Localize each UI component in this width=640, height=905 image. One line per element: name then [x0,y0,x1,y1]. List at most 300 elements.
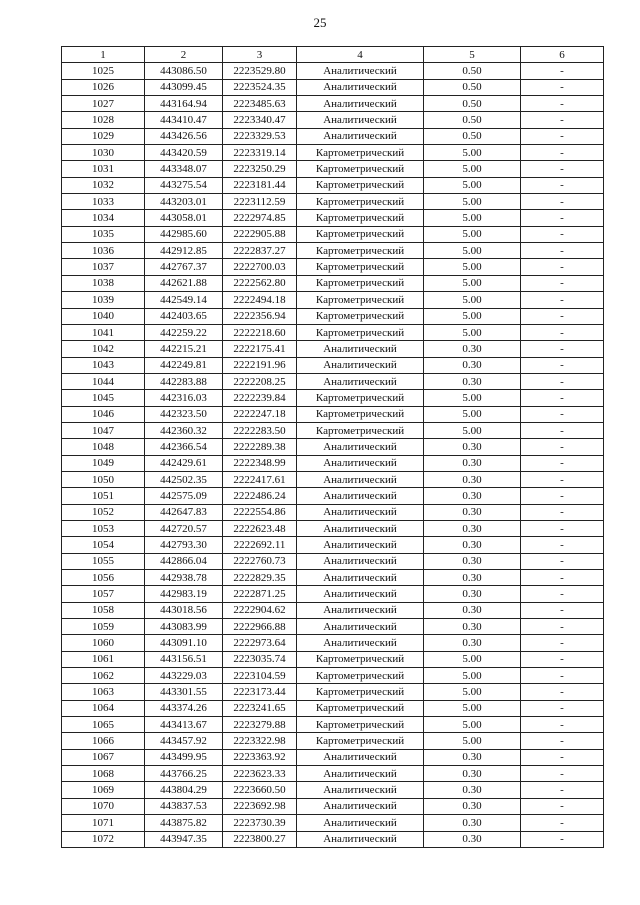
accuracy-cell: 5.00 [424,145,521,161]
table-row [62,406,604,422]
y-coordinate-cell: 2223279.88 [223,717,297,733]
table-row [62,635,604,651]
method-cell: Картометрический [297,194,424,210]
y-coordinate-cell: 2222175.41 [223,341,297,357]
accuracy-cell: 5.00 [424,259,521,275]
y-coordinate-cell: 2223181.44 [223,177,297,193]
accuracy-cell: 5.00 [424,161,521,177]
point-number-cell: 1030 [62,145,145,161]
point-number-cell: 1047 [62,422,145,438]
method-cell: Аналитический [297,635,424,651]
description-cell: - [521,766,604,782]
x-coordinate-cell: 442720.57 [145,520,223,536]
method-cell: Картометрический [297,308,424,324]
point-number-cell: 1040 [62,308,145,324]
accuracy-cell: 5.00 [424,243,521,259]
description-cell: - [521,602,604,618]
description-cell: - [521,684,604,700]
description-cell: - [521,635,604,651]
accuracy-cell: 0.30 [424,373,521,389]
y-coordinate-cell: 2222905.88 [223,226,297,242]
accuracy-cell: 0.30 [424,439,521,455]
x-coordinate-cell: 442403.65 [145,308,223,324]
method-cell: Картометрический [297,226,424,242]
y-coordinate-cell: 2223800.27 [223,831,297,847]
point-number-cell: 1027 [62,96,145,112]
y-coordinate-cell: 2222239.84 [223,390,297,406]
x-coordinate-cell: 442938.78 [145,570,223,586]
method-cell: Картометрический [297,700,424,716]
accuracy-cell: 0.30 [424,782,521,798]
accuracy-cell: 5.00 [424,292,521,308]
description-cell: - [521,553,604,569]
accuracy-cell: 5.00 [424,406,521,422]
method-cell: Аналитический [297,749,424,765]
description-cell: - [521,63,604,79]
x-coordinate-cell: 443426.56 [145,128,223,144]
x-coordinate-cell: 443156.51 [145,651,223,667]
description-cell: - [521,504,604,520]
table-row [62,831,604,847]
method-cell: Картометрический [297,684,424,700]
table-row [62,537,604,553]
table-row [62,766,604,782]
table-body [62,63,604,848]
accuracy-cell: 0.50 [424,63,521,79]
table-row [62,798,604,814]
description-cell: - [521,586,604,602]
accuracy-cell: 5.00 [424,177,521,193]
description-cell: - [521,520,604,536]
description-cell: - [521,79,604,95]
x-coordinate-cell: 443410.47 [145,112,223,128]
description-cell: - [521,161,604,177]
y-coordinate-cell: 2222871.25 [223,586,297,602]
accuracy-cell: 0.30 [424,520,521,536]
x-coordinate-cell: 442316.03 [145,390,223,406]
y-coordinate-cell: 2222829.35 [223,570,297,586]
table-row [62,63,604,79]
point-number-cell: 1060 [62,635,145,651]
table-row [62,324,604,340]
y-coordinate-cell: 2222974.85 [223,210,297,226]
accuracy-cell: 0.30 [424,553,521,569]
x-coordinate-cell: 442985.60 [145,226,223,242]
method-cell: Аналитический [297,504,424,520]
description-cell: - [521,782,604,798]
point-number-cell: 1068 [62,766,145,782]
description-cell: - [521,145,604,161]
method-cell: Аналитический [297,341,424,357]
table-row [62,619,604,635]
description-cell: - [521,815,604,831]
method-cell: Аналитический [297,831,424,847]
method-cell: Аналитический [297,619,424,635]
point-number-cell: 1046 [62,406,145,422]
column-header: 4 [297,47,424,63]
description-cell: - [521,537,604,553]
coordinates-table [61,46,604,848]
y-coordinate-cell: 2222837.27 [223,243,297,259]
table-row [62,717,604,733]
point-number-cell: 1041 [62,324,145,340]
method-cell: Аналитический [297,63,424,79]
page-number: 25 [313,15,327,30]
y-coordinate-cell: 2222562.80 [223,275,297,291]
y-coordinate-cell: 2223340.47 [223,112,297,128]
x-coordinate-cell: 443947.35 [145,831,223,847]
table-row [62,455,604,471]
y-coordinate-cell: 2222356.94 [223,308,297,324]
x-coordinate-cell: 442647.83 [145,504,223,520]
y-coordinate-cell: 2223112.59 [223,194,297,210]
accuracy-cell: 0.50 [424,128,521,144]
table-row [62,422,604,438]
method-cell: Картометрический [297,733,424,749]
y-coordinate-cell: 2223692.98 [223,798,297,814]
table-row [62,177,604,193]
table-row [62,504,604,520]
y-coordinate-cell: 2222348.99 [223,455,297,471]
method-cell: Аналитический [297,815,424,831]
table-row [62,570,604,586]
table-row [62,308,604,324]
y-coordinate-cell: 2223104.59 [223,668,297,684]
point-number-cell: 1055 [62,553,145,569]
table-row [62,194,604,210]
accuracy-cell: 5.00 [424,275,521,291]
description-cell: - [521,112,604,128]
table-row [62,96,604,112]
table-row [62,700,604,716]
point-number-cell: 1061 [62,651,145,667]
table-row [62,471,604,487]
description-cell: - [521,177,604,193]
x-coordinate-cell: 443099.45 [145,79,223,95]
point-number-cell: 1054 [62,537,145,553]
accuracy-cell: 5.00 [424,194,521,210]
method-cell: Картометрический [297,324,424,340]
y-coordinate-cell: 2223319.14 [223,145,297,161]
point-number-cell: 1025 [62,63,145,79]
point-number-cell: 1031 [62,161,145,177]
point-number-cell: 1070 [62,798,145,814]
point-number-cell: 1067 [62,749,145,765]
y-coordinate-cell: 2223730.39 [223,815,297,831]
description-cell: - [521,390,604,406]
y-coordinate-cell: 2222973.64 [223,635,297,651]
column-header: 6 [521,47,604,63]
x-coordinate-cell: 443164.94 [145,96,223,112]
x-coordinate-cell: 442912.85 [145,243,223,259]
x-coordinate-cell: 443275.54 [145,177,223,193]
accuracy-cell: 0.30 [424,602,521,618]
accuracy-cell: 5.00 [424,226,521,242]
description-cell: - [521,831,604,847]
column-header: 3 [223,47,297,63]
x-coordinate-cell: 442283.88 [145,373,223,389]
description-cell: - [521,341,604,357]
point-number-cell: 1028 [62,112,145,128]
y-coordinate-cell: 2222247.18 [223,406,297,422]
method-cell: Аналитический [297,602,424,618]
method-cell: Аналитический [297,373,424,389]
table-row [62,243,604,259]
table-row [62,373,604,389]
point-number-cell: 1043 [62,357,145,373]
point-number-cell: 1064 [62,700,145,716]
y-coordinate-cell: 2223241.65 [223,700,297,716]
accuracy-cell: 0.50 [424,79,521,95]
point-number-cell: 1034 [62,210,145,226]
point-number-cell: 1071 [62,815,145,831]
accuracy-cell: 0.30 [424,798,521,814]
point-number-cell: 1062 [62,668,145,684]
x-coordinate-cell: 443837.53 [145,798,223,814]
accuracy-cell: 0.30 [424,831,521,847]
method-cell: Картометрический [297,668,424,684]
x-coordinate-cell: 443413.67 [145,717,223,733]
method-cell: Аналитический [297,128,424,144]
method-cell: Аналитический [297,570,424,586]
point-number-cell: 1053 [62,520,145,536]
x-coordinate-cell: 442366.54 [145,439,223,455]
table-row [62,651,604,667]
table-row [62,488,604,504]
x-coordinate-cell: 443499.95 [145,749,223,765]
method-cell: Аналитический [297,455,424,471]
y-coordinate-cell: 2222692.11 [223,537,297,553]
method-cell: Картометрический [297,243,424,259]
y-coordinate-cell: 2222486.24 [223,488,297,504]
table-row [62,553,604,569]
y-coordinate-cell: 2223250.29 [223,161,297,177]
y-coordinate-cell: 2222289.38 [223,439,297,455]
y-coordinate-cell: 2222760.73 [223,553,297,569]
accuracy-cell: 5.00 [424,684,521,700]
description-cell: - [521,700,604,716]
column-header: 5 [424,47,521,63]
accuracy-cell: 5.00 [424,651,521,667]
table-row [62,815,604,831]
point-number-cell: 1033 [62,194,145,210]
method-cell: Аналитический [297,357,424,373]
x-coordinate-cell: 442866.04 [145,553,223,569]
x-coordinate-cell: 443301.55 [145,684,223,700]
y-coordinate-cell: 2223524.35 [223,79,297,95]
method-cell: Картометрический [297,422,424,438]
method-cell: Аналитический [297,112,424,128]
x-coordinate-cell: 442575.09 [145,488,223,504]
accuracy-cell: 0.30 [424,619,521,635]
method-cell: Картометрический [297,210,424,226]
description-cell: - [521,749,604,765]
method-cell: Картометрический [297,145,424,161]
table-row [62,357,604,373]
table-row [62,684,604,700]
accuracy-cell: 5.00 [424,717,521,733]
y-coordinate-cell: 2223322.98 [223,733,297,749]
description-cell: - [521,717,604,733]
y-coordinate-cell: 2222700.03 [223,259,297,275]
description-cell: - [521,406,604,422]
description-cell: - [521,243,604,259]
y-coordinate-cell: 2222417.61 [223,471,297,487]
y-coordinate-cell: 2222494.18 [223,292,297,308]
x-coordinate-cell: 443091.10 [145,635,223,651]
point-number-cell: 1059 [62,619,145,635]
y-coordinate-cell: 2223529.80 [223,63,297,79]
accuracy-cell: 5.00 [424,324,521,340]
y-coordinate-cell: 2223329.53 [223,128,297,144]
x-coordinate-cell: 443018.56 [145,602,223,618]
y-coordinate-cell: 2222283.50 [223,422,297,438]
method-cell: Картометрический [297,292,424,308]
x-coordinate-cell: 443083.99 [145,619,223,635]
column-header: 2 [145,47,223,63]
accuracy-cell: 5.00 [424,733,521,749]
description-cell: - [521,308,604,324]
point-number-cell: 1050 [62,471,145,487]
accuracy-cell: 0.30 [424,586,521,602]
description-cell: - [521,96,604,112]
point-number-cell: 1063 [62,684,145,700]
y-coordinate-cell: 2222208.25 [223,373,297,389]
point-number-cell: 1036 [62,243,145,259]
description-cell: - [521,455,604,471]
y-coordinate-cell: 2223035.74 [223,651,297,667]
point-number-cell: 1029 [62,128,145,144]
description-cell: - [521,226,604,242]
description-cell: - [521,357,604,373]
method-cell: Аналитический [297,520,424,536]
method-cell: Аналитический [297,553,424,569]
y-coordinate-cell: 2222218.60 [223,324,297,340]
method-cell: Аналитический [297,798,424,814]
table-row [62,161,604,177]
x-coordinate-cell: 443229.03 [145,668,223,684]
point-number-cell: 1044 [62,373,145,389]
x-coordinate-cell: 443875.82 [145,815,223,831]
method-cell: Картометрический [297,161,424,177]
table-row [62,602,604,618]
method-cell: Картометрический [297,717,424,733]
description-cell: - [521,210,604,226]
method-cell: Аналитический [297,537,424,553]
y-coordinate-cell: 2222191.96 [223,357,297,373]
y-coordinate-cell: 2223363.92 [223,749,297,765]
point-number-cell: 1032 [62,177,145,193]
description-cell: - [521,324,604,340]
accuracy-cell: 0.30 [424,455,521,471]
table-row [62,259,604,275]
point-number-cell: 1035 [62,226,145,242]
x-coordinate-cell: 442323.50 [145,406,223,422]
description-cell: - [521,471,604,487]
y-coordinate-cell: 2223173.44 [223,684,297,700]
column-header: 1 [62,47,145,63]
x-coordinate-cell: 442549.14 [145,292,223,308]
description-cell: - [521,194,604,210]
table-row [62,782,604,798]
y-coordinate-cell: 2222904.62 [223,602,297,618]
accuracy-cell: 5.00 [424,210,521,226]
description-cell: - [521,651,604,667]
method-cell: Аналитический [297,96,424,112]
x-coordinate-cell: 442767.37 [145,259,223,275]
description-cell: - [521,439,604,455]
x-coordinate-cell: 443348.07 [145,161,223,177]
x-coordinate-cell: 443457.92 [145,733,223,749]
method-cell: Аналитический [297,439,424,455]
table-row [62,226,604,242]
point-number-cell: 1026 [62,79,145,95]
y-coordinate-cell: 2222554.86 [223,504,297,520]
description-cell: - [521,373,604,389]
point-number-cell: 1058 [62,602,145,618]
point-number-cell: 1048 [62,439,145,455]
accuracy-cell: 5.00 [424,308,521,324]
method-cell: Аналитический [297,471,424,487]
accuracy-cell: 0.50 [424,96,521,112]
point-number-cell: 1066 [62,733,145,749]
x-coordinate-cell: 442259.22 [145,324,223,340]
table-row [62,128,604,144]
description-cell: - [521,292,604,308]
y-coordinate-cell: 2223623.33 [223,766,297,782]
x-coordinate-cell: 443804.29 [145,782,223,798]
method-cell: Аналитический [297,79,424,95]
point-number-cell: 1069 [62,782,145,798]
x-coordinate-cell: 442429.61 [145,455,223,471]
y-coordinate-cell: 2223660.50 [223,782,297,798]
x-coordinate-cell: 443766.25 [145,766,223,782]
accuracy-cell: 5.00 [424,390,521,406]
point-number-cell: 1052 [62,504,145,520]
table-header-row [62,47,604,63]
table-row [62,145,604,161]
x-coordinate-cell: 442502.35 [145,471,223,487]
description-cell: - [521,733,604,749]
accuracy-cell: 0.30 [424,488,521,504]
table-row [62,79,604,95]
accuracy-cell: 5.00 [424,422,521,438]
accuracy-cell: 0.30 [424,471,521,487]
x-coordinate-cell: 443420.59 [145,145,223,161]
table-row [62,210,604,226]
accuracy-cell: 0.30 [424,749,521,765]
table-row [62,439,604,455]
x-coordinate-cell: 442983.19 [145,586,223,602]
point-number-cell: 1042 [62,341,145,357]
point-number-cell: 1057 [62,586,145,602]
description-cell: - [521,798,604,814]
accuracy-cell: 0.30 [424,766,521,782]
accuracy-cell: 0.30 [424,341,521,357]
table-row [62,341,604,357]
method-cell: Картометрический [297,390,424,406]
accuracy-cell: 5.00 [424,668,521,684]
y-coordinate-cell: 2223485.63 [223,96,297,112]
point-number-cell: 1065 [62,717,145,733]
accuracy-cell: 0.30 [424,357,521,373]
x-coordinate-cell: 442360.32 [145,422,223,438]
table-row [62,112,604,128]
accuracy-cell: 0.30 [424,504,521,520]
accuracy-cell: 0.30 [424,815,521,831]
method-cell: Аналитический [297,766,424,782]
y-coordinate-cell: 2222623.48 [223,520,297,536]
